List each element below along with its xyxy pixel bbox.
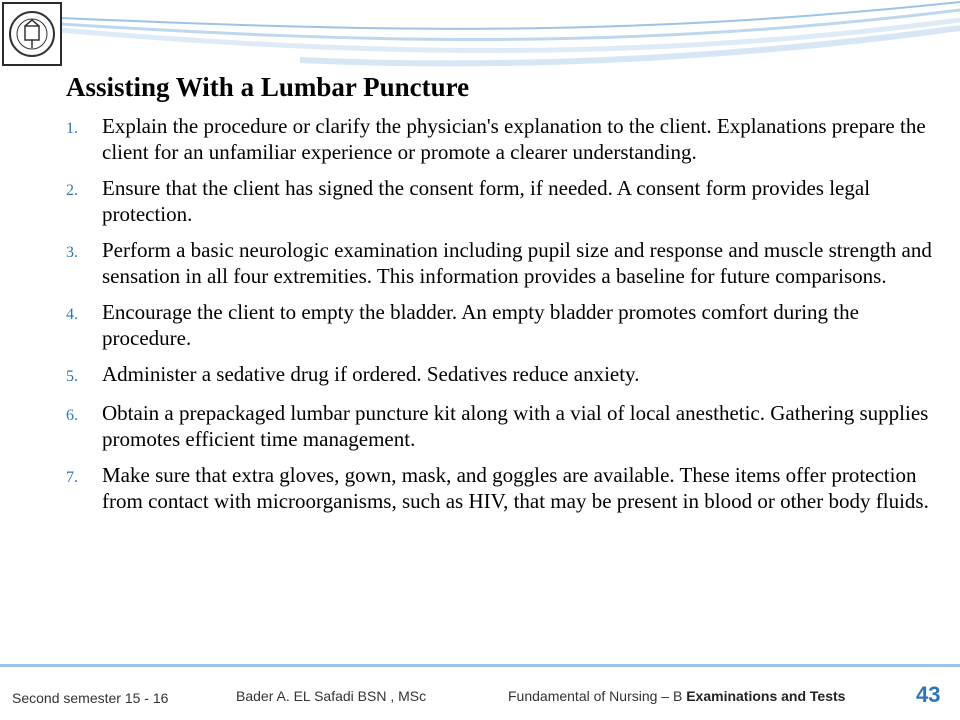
footer-author: Bader A. EL Safadi BSN , MSc (236, 688, 427, 704)
page-number: 43 (916, 682, 941, 707)
list-item (66, 361, 936, 390)
list-item (66, 113, 936, 165)
step-text: Administer a sedative drug if ordered. Sedatives reduce anxiety. (102, 362, 640, 386)
slide-title: Assisting With a Lumbar Puncture (66, 72, 470, 102)
list-item (66, 462, 936, 514)
list-item (66, 400, 936, 452)
footer-course-topic: Examinations and Tests (686, 688, 846, 704)
step-number: 2. (66, 182, 78, 199)
step-number: 5. (66, 368, 78, 385)
procedure-steps-list (66, 113, 936, 524)
footer-course (508, 688, 845, 704)
step-text: Make sure that extra gloves, gown, mask, and goggles are available. These items offer protection from contact with microorganisms, such as HIV, that may be present in blood or other body fluids. (102, 463, 929, 513)
step-text: Obtain a prepackaged lumbar puncture kit along with a vial of local anesthetic. Gathering supplies promotes efficient time management. (102, 401, 929, 451)
list-item (66, 175, 936, 227)
step-text: Ensure that the client has signed the consent form, if needed. A consent form provides legal protection. (102, 176, 871, 226)
step-number: 6. (66, 407, 78, 424)
step-number: 1. (66, 120, 78, 137)
step-number: 3. (66, 244, 78, 261)
footer-course-name: Fundamental of Nursing – B (508, 688, 683, 704)
list-item (66, 237, 936, 289)
list-item (66, 299, 936, 351)
step-text: Encourage the client to empty the bladder. An empty bladder promotes comfort during the procedure. (102, 300, 859, 350)
step-number: 4. (66, 306, 78, 323)
step-text: Explain the procedure or clarify the physician's explanation to the client. Explanations prepare the client for an unfamiliar experience or promote a clearer understanding. (102, 114, 926, 164)
university-logo (2, 2, 62, 66)
footer-semester: Second semester 15 - 16 (12, 690, 169, 706)
step-number: 7. (66, 469, 78, 486)
footer-divider (0, 664, 960, 667)
step-text: Perform a basic neurologic examination including pupil size and response and muscle strength and sensation in all four extremities. This information provides a baseline for future comparisons. (102, 238, 932, 288)
university-seal-icon (6, 6, 58, 62)
